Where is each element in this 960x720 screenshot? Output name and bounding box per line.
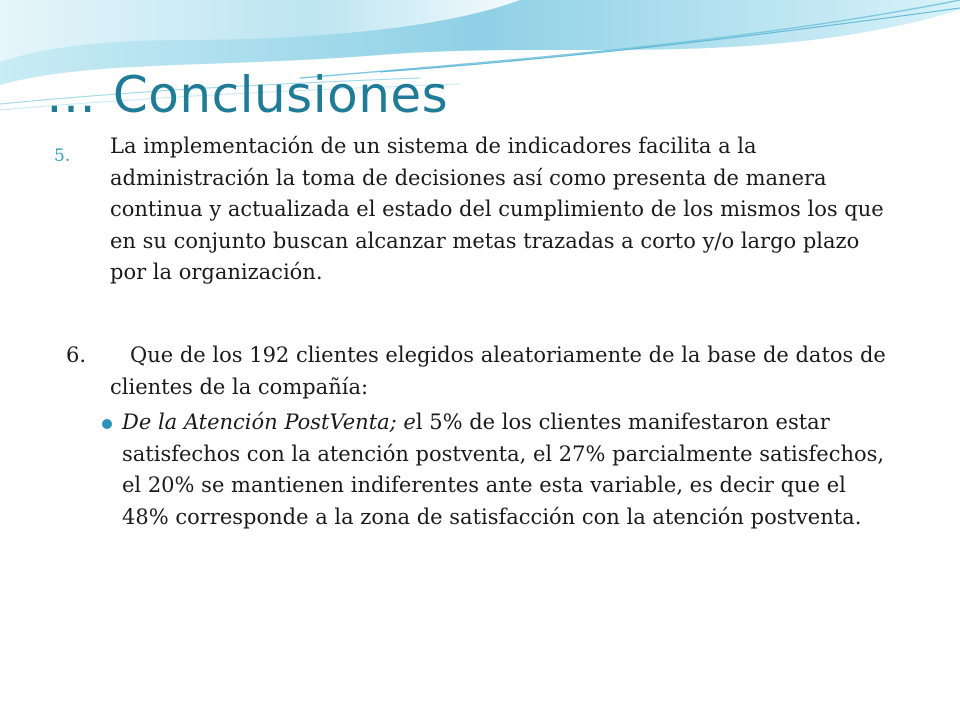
bullet-paragraph [122, 407, 892, 533]
list-number-5: 5. [54, 146, 71, 166]
slide-title: … Conclusiones [46, 66, 449, 124]
list-number-6: 6. [66, 343, 87, 367]
conclusion-5-text: La implementación de un sistema de indicadores facilita a la administración la toma de decisiones así como presenta de manera continua y actualizada el estado del cumplimiento de los mismos los que en su conjunto buscan alcanzar metas trazadas a corto y/o largo plazo por la organización. [110, 134, 884, 284]
bullet-text: l 5% de los clientes manifestaron estar satisfechos con la atención postventa, el 27% parcialmente satisfechos, el 20% se mantienen indiferentes ante esta variable, es decir que el 48% corresponde a la zona de satisfacción con la atención postventa. [122, 410, 885, 529]
conclusion-6-text: Que de los 192 clientes elegidos aleatoriamente de la base de datos de clientes de la compañía: [110, 343, 886, 399]
bullet-italic-lead: De la Atención PostVenta; e [122, 410, 416, 434]
bullet-dot-icon [102, 419, 112, 429]
